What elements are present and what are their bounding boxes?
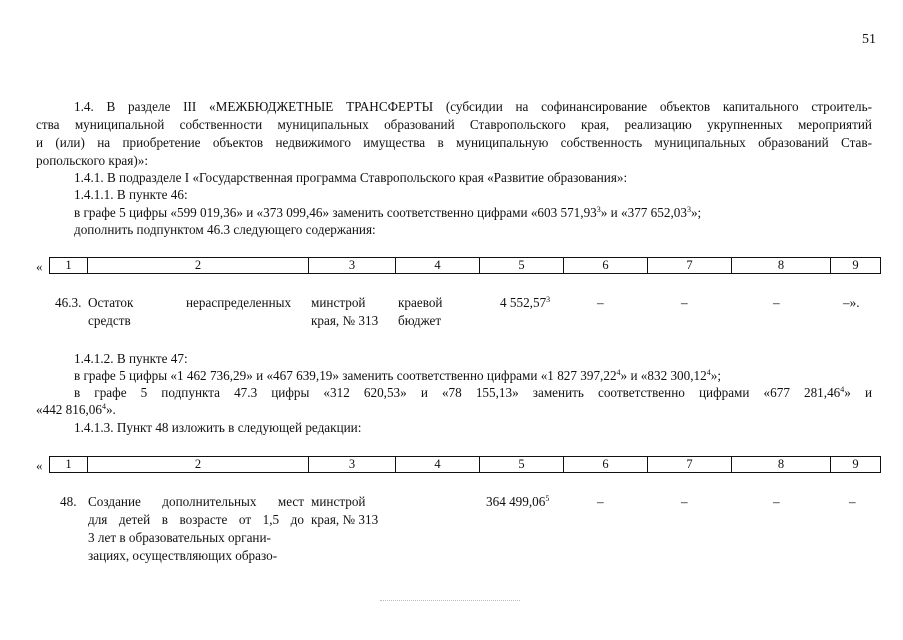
para-1-4-line-4: ропольского края)»: — [36, 153, 148, 168]
row-46-3-col6: – — [597, 295, 604, 310]
line-47-3-a: в графе 5 подпункта 47.3 цифры «312 620,53» и «78 155,13» заменить соответственно цифрами «677 281,46$^4$» и — [74, 385, 872, 400]
para-1-4-1-1: 1.4.1.1. В пункте 46: — [74, 187, 188, 202]
table-1-open-quote: « — [36, 259, 43, 274]
col-header-6: 6 — [564, 457, 648, 473]
para-1-4-line-3: и (или) на приобретение объектов недвижимого имущества в муниципальную собственность муниципальных образований Став- — [36, 135, 872, 150]
col-header-6: 6 — [564, 258, 648, 274]
row-48-name-line-1: Создание дополнительных мест — [88, 494, 304, 509]
row-46-3-col7: – — [681, 295, 688, 310]
col-header-7: 7 — [648, 457, 732, 473]
col-header-8: 8 — [732, 258, 831, 274]
row-46-3-name-word-1: Остаток — [88, 295, 134, 310]
scan-artifact-dots — [380, 600, 520, 601]
row-46-3-name-word-2: нераспределенных — [186, 295, 292, 310]
table-2-column-header — [49, 456, 881, 473]
row-48-number: 48. — [60, 494, 77, 509]
table-1-column-header — [49, 257, 881, 274]
line-46-graph5: в графе 5 цифры «599 019,36» и «373 099,46» заменить соответственно цифрами «603 571,93$^3$» и «377 652,03$^3$»; — [74, 205, 702, 220]
row-46-3-col9: –». — [843, 295, 860, 310]
col-header-4: 4 — [396, 457, 480, 473]
row-46-3-number: 46.3. — [55, 295, 82, 310]
para-1-4-line-1: 1.4. В разделе III «МЕЖБЮДЖЕТНЫЕ ТРАНСФЕРТЫ (субсидии на софинансирование объектов капитального строитель- — [74, 99, 872, 114]
col-header-3: 3 — [309, 258, 396, 274]
row-48-col3-line-2: края, № 313 — [311, 512, 379, 527]
para-1-4-1-3: 1.4.1.3. Пункт 48 изложить в следующей редакции: — [74, 420, 362, 435]
para-1-4-1: 1.4.1. В подразделе I «Государственная программа Ставропольского края «Развитие образования»: — [74, 170, 628, 185]
row-48-name-line-2: для детей в возрасте от 1,5 до — [88, 512, 304, 527]
col-header-2: 2 — [88, 457, 309, 473]
row-46-3-col4-line-1: краевой — [398, 295, 443, 310]
col-header-1: 1 — [50, 258, 88, 274]
row-48-col9: – — [849, 494, 856, 509]
col-header-4: 4 — [396, 258, 480, 274]
row-46-3-col3-line-2: края, № 313 — [311, 313, 379, 328]
col-header-9: 9 — [831, 457, 881, 473]
row-48-name-line-3: 3 лет в образовательных органи- — [88, 530, 271, 545]
row-46-3-col3-line-1: минстрой — [311, 295, 366, 310]
row-48-name-line-4: зациях, осуществляющих образо- — [88, 548, 278, 563]
col-header-1: 1 — [50, 457, 88, 473]
col-header-5: 5 — [480, 457, 564, 473]
row-46-3-name-line-2: средств — [88, 313, 131, 328]
row-46-3-col4-line-2: бюджет — [398, 313, 442, 328]
row-48-col8: – — [773, 494, 780, 509]
row-48-col3-line-1: минстрой — [311, 494, 366, 509]
row-46-3-col8: – — [773, 295, 780, 310]
para-1-4-1-2: 1.4.1.2. В пункте 47: — [74, 351, 188, 366]
col-header-7: 7 — [648, 258, 732, 274]
row-48-col5-value: 364 499,06$^5$ — [486, 494, 550, 509]
col-header-9: 9 — [831, 258, 881, 274]
line-47-3-b: «442 816,06$^4$». — [36, 402, 116, 417]
col-header-3: 3 — [309, 457, 396, 473]
col-header-5: 5 — [480, 258, 564, 274]
row-46-3-col5-value: 4 552,57$^3$ — [500, 295, 551, 310]
page-number: 51 — [862, 32, 876, 47]
col-header-2: 2 — [88, 258, 309, 274]
line-add-46-3: дополнить подпунктом 46.3 следующего содержания: — [74, 222, 376, 237]
row-48-col7: – — [681, 494, 688, 509]
line-47-graph5: в графе 5 цифры «1 462 736,29» и «467 639,19» заменить соответственно цифрами «1 827 397,22$^4$» и «832 300,12$^4$»; — [74, 368, 721, 383]
col-header-8: 8 — [732, 457, 831, 473]
row-48-col6: – — [597, 494, 604, 509]
table-2-open-quote: « — [36, 458, 43, 473]
para-1-4-line-2: ства муниципальной собственности муниципальных образований Ставропольского края, реализацию укрупненных мероприятий — [36, 117, 872, 132]
